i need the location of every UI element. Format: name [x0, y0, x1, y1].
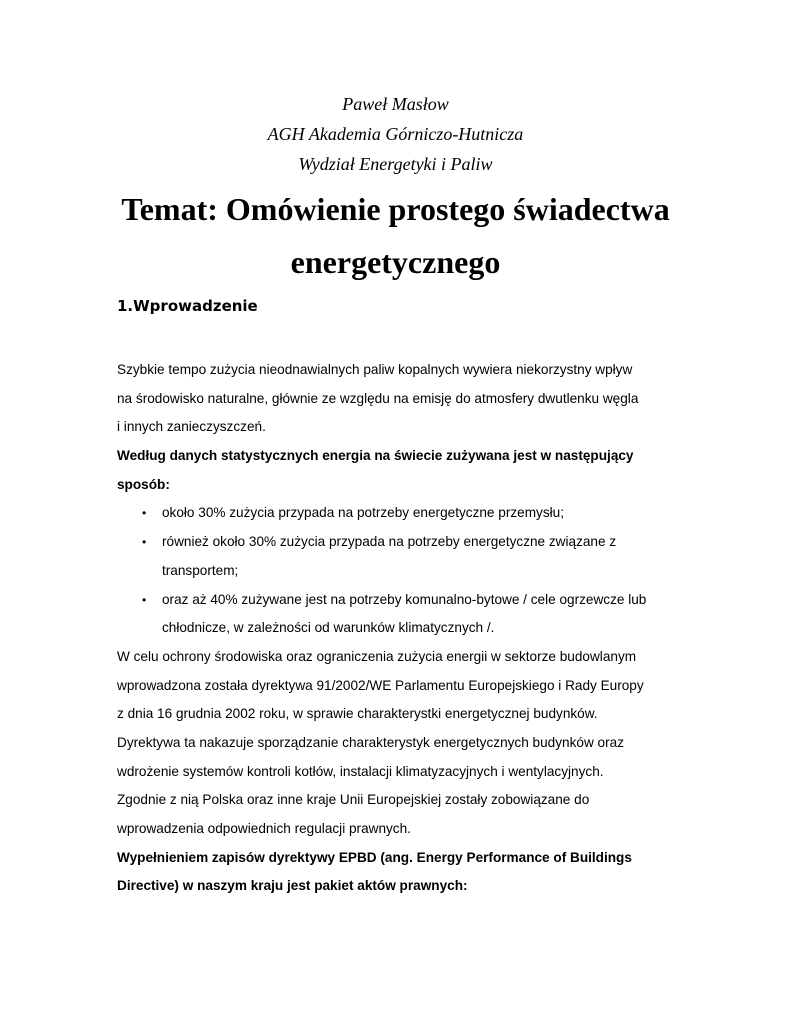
stats-heading-line: Według danych statystycznych energia na świecie zużywana jest w następujący	[117, 448, 634, 464]
bullet-text: chłodnicze, w zależności od warunków klimatycznych /.	[162, 620, 495, 636]
faculty-name: Wydział Energetyki i Paliw	[298, 154, 493, 174]
section-heading: 1.Wprowadzenie	[117, 297, 258, 315]
intro-line: Szybkie tempo zużycia nieodnawialnych paliw kopalnych wywiera niekorzystny wpływ	[117, 362, 633, 377]
directive-line: W celu ochrony środowiska oraz ograniczenia zużycia energii w sektorze budowlanym	[117, 648, 637, 664]
bullet-continuation	[117, 614, 697, 643]
bullet-continuation	[117, 557, 697, 586]
university-name: AGH Akademia Górniczo-Hutnicza	[267, 124, 524, 144]
directive-line: wprowadzenia odpowiednich regulacji prawnych.	[117, 821, 411, 836]
document-title	[0, 183, 791, 289]
intro-line: i innych zanieczyszczeń.	[117, 419, 266, 435]
bullet-item-households	[117, 586, 697, 615]
bullet-text: transportem;	[162, 562, 239, 578]
bullet-item-industry	[117, 499, 697, 528]
directive-line: z dnia 16 grudnia 2002 roku, w sprawie charakterystki energetycznej budynków.	[117, 706, 598, 722]
bullet-marker: •	[142, 506, 147, 521]
epbd-line: Directive) w naszym kraju jest pakiet aktów prawnych:	[117, 878, 468, 894]
body-text	[117, 356, 697, 901]
title-line-1: Temat: Omówienie prostego świadectwa	[121, 191, 670, 227]
bullet-text: oraz aż 40% zużywane jest na potrzeby komunalno-bytowe / cele ogrzewcze lub	[162, 591, 647, 607]
author-name: Paweł Masłow	[342, 94, 449, 114]
author-block	[0, 90, 791, 180]
epbd-line: Wypełnieniem zapisów dyrektywy EPBD (ang. Energy Performance of Buildings	[117, 849, 632, 865]
bullet-text: około 30% zużycia przypada na potrzeby energetyczne przemysłu;	[162, 505, 564, 521]
intro-line: na środowisko naturalne, głównie ze względu na emisję do atmosfery dwutlenku węgla	[117, 390, 639, 406]
directive-line: wprowadzona została dyrektywa 91/2002/WE Parlamentu Europejskiego i Rady Europy	[117, 677, 644, 693]
bullet-marker: •	[142, 592, 147, 607]
directive-line: Zgodnie z nią Polska oraz inne kraje Unii Europejskiej zostały zobowiązane do	[117, 792, 590, 808]
bullet-marker: •	[142, 535, 147, 550]
title-line-2: energetycznego	[290, 244, 501, 280]
directive-line: Dyrektywa ta nakazuje sporządzanie charakterystyk energetycznych budynków oraz	[117, 734, 624, 750]
stats-heading-line: sposób:	[117, 476, 170, 492]
bullet-item-transport	[117, 528, 697, 557]
bullet-text: również około 30% zużycia przypada na potrzeby energetyczne związane z	[162, 534, 617, 550]
directive-line: wdrożenie systemów kontroli kotłów, instalacji klimatyzacyjnych i wentylacyjnych.	[117, 763, 604, 779]
